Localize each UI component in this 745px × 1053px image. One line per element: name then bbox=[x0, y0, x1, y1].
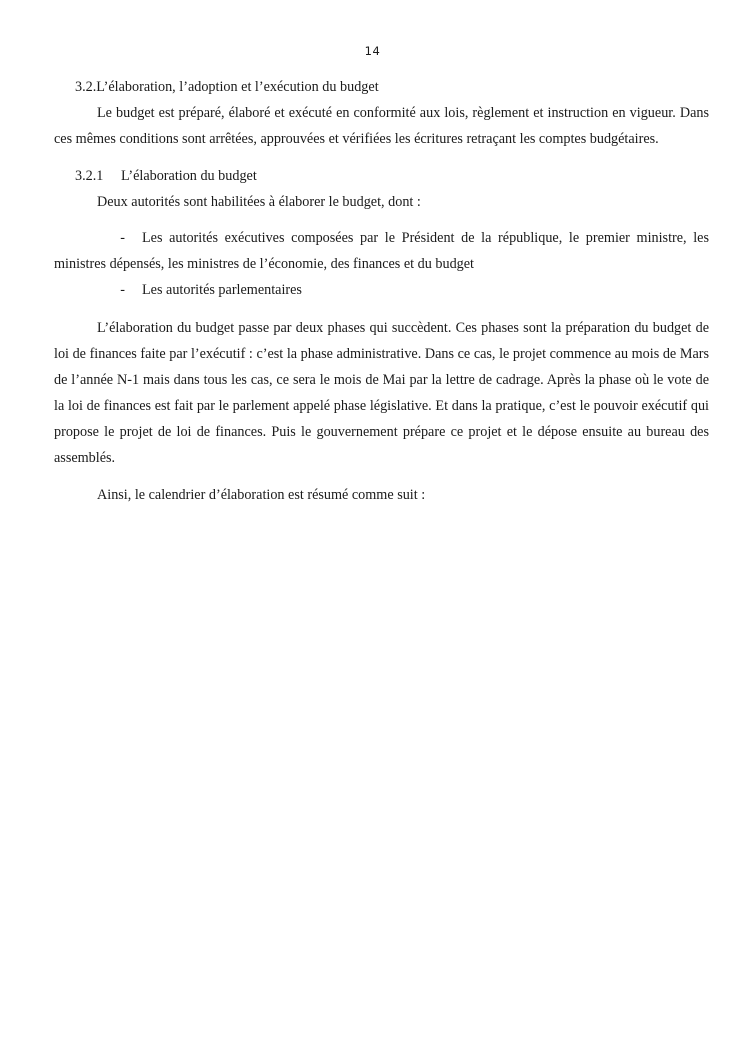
bullet-list bbox=[54, 225, 709, 303]
list-item bbox=[54, 277, 709, 303]
list-item-text: Les autorités parlementaires bbox=[142, 282, 302, 298]
body-paragraph: L’élaboration du budget passe par deux phases qui succèdent. Ces phases sont la préparation du budget de loi de finances faite par l’exécutif : c’est la phase administrative. Dans ce cas, le projet commence au mois de Mars de l’année N-1 mais dans tous les cas, ce sera le mois de Mai par la lettre de cadrage. Après la phase où le vote de la loi de finances est fait par le parlement appelé phase législative. Et dans la pratique, c’est le pouvoir exécutif qui propose le projet de loi de finances. Puis le gouvernement prépare ce projet et le dépose ensuite au bureau des assemblés. bbox=[54, 320, 709, 466]
page-content bbox=[54, 74, 709, 508]
list-item bbox=[54, 225, 709, 277]
section-heading: 3.2.L’élaboration, l’adoption et l’exécution du budget bbox=[75, 79, 379, 95]
subsection-title: L’élaboration du budget bbox=[121, 168, 257, 184]
dash-bullet: - bbox=[120, 282, 125, 298]
list-item-text: Les autorités exécutives composées par le Président de la république, le premier ministre, les ministres dépensés, les ministres de l’économie, des finances et du budget bbox=[54, 230, 709, 272]
section-intro-paragraph: Le budget est préparé, élaboré et exécuté en conformité aux lois, règlement et instruction en vigueur. Dans ces mêmes conditions sont arrêtées, approuvées et vérifiées les écritures retraçant les comptes budgétaires. bbox=[54, 105, 709, 147]
subsection-number: 3.2.1 bbox=[75, 168, 104, 184]
closing-paragraph: Ainsi, le calendrier d’élaboration est résumé comme suit : bbox=[97, 487, 426, 503]
dash-bullet: - bbox=[120, 230, 125, 246]
subsection-heading bbox=[54, 163, 709, 189]
subsection-lead: Deux autorités sont habilitées à élaborer le budget, dont : bbox=[97, 194, 421, 210]
page-number: 14 bbox=[364, 44, 381, 58]
